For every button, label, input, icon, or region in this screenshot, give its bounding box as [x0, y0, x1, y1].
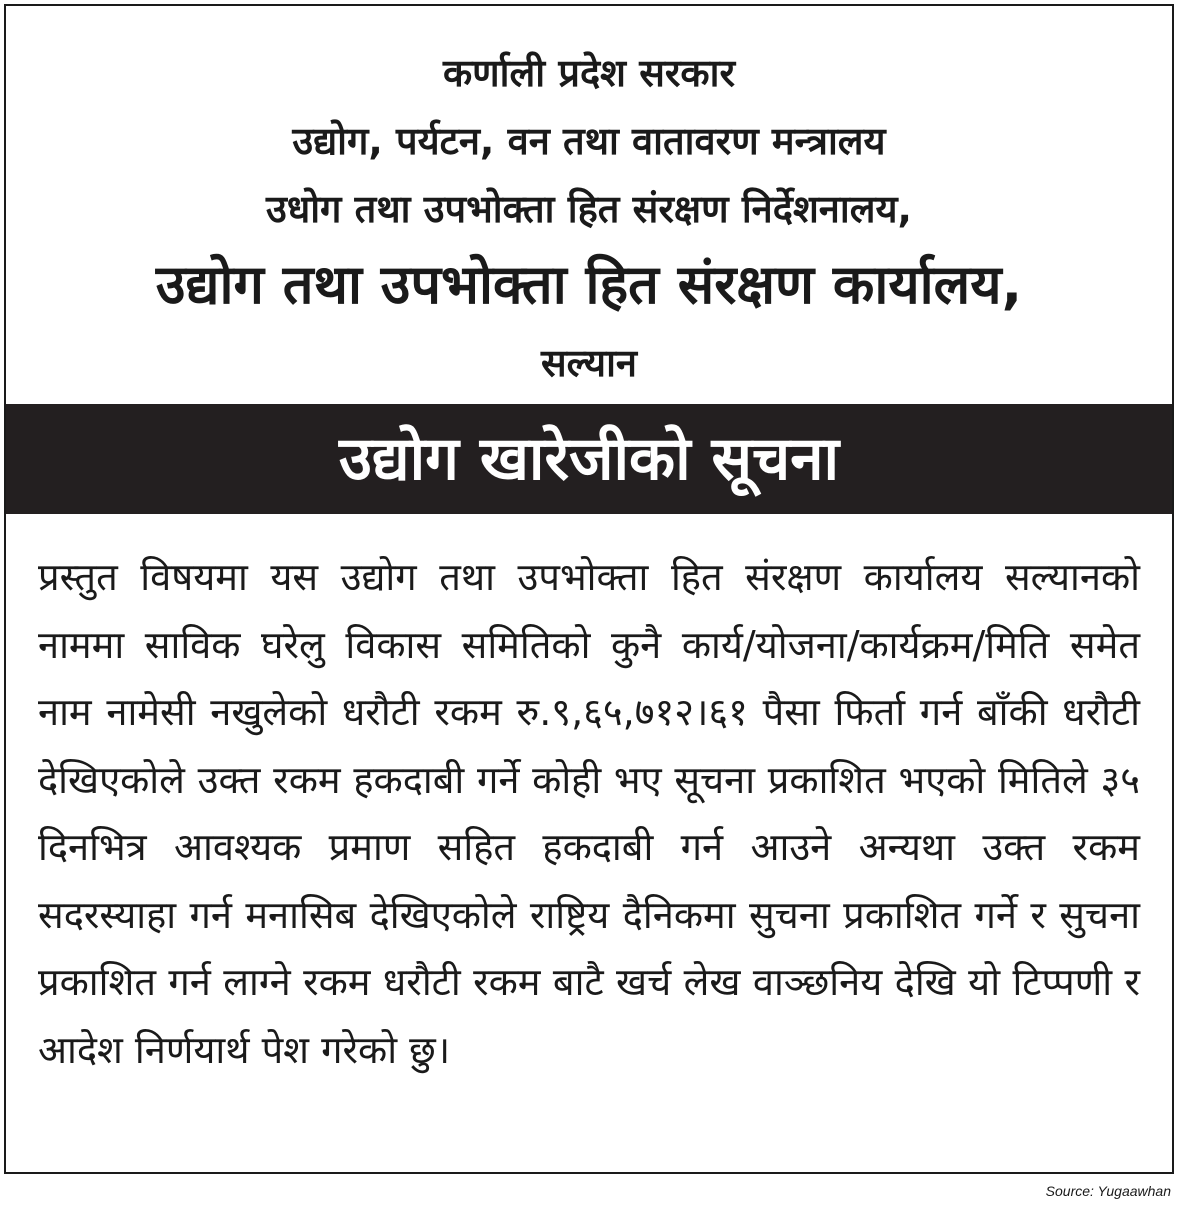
notice-frame	[4, 4, 1174, 1174]
notice-title-bar	[6, 404, 1172, 514]
header-office-name: उद्योग तथा उपभोक्ता हित संरक्षण कार्यालय,	[155, 253, 1023, 316]
header-government-name: कर्णाली प्रदेश सरकार	[442, 51, 735, 95]
header-ministry-name: उद्योग, पर्यटन, वन तथा वातावरण मन्त्रालय	[292, 119, 886, 163]
header-directorate-name: उधोग तथा उपभोक्ता हित संरक्षण निर्देशनालय,	[266, 187, 912, 231]
source-credit: Source: Yugaawhan	[1045, 1183, 1171, 1199]
header-location: सल्यान	[540, 341, 638, 385]
notice-header	[6, 6, 1172, 404]
notice-title: उद्योग खारेजीको सूचना	[338, 424, 840, 494]
notice-body: प्रस्तुत विषयमा यस उद्योग तथा उपभोक्ता हित संरक्षण कार्यालय सल्यानको नाममा साविक घरेलु विकास समितिको कुनै कार्य/योजना/कार्यक्रम/मिति समेत नाम नामेसी नखुलेको धरौटी रकम रु.९,६५,७१२।६१ पैसा फिर्ता गर्न बाँकी धरौटी देखिएकोले उक्त रकम हकदाबी गर्ने कोही भए सूचना प्रकाशित भएको मितिले ३५ दिनभित्र आवश्यक प्रमाण सहित हकदाबी गर्न आउने अन्यथा उक्त रकम सदरस्याहा गर्न मनासिब देखिएकोले राष्ट्रिय दैनिकमा सुचना प्रकाशित गर्ने र सुचना प्रकाशित गर्न लाग्ने रकम धरौटी रकम बाटै खर्च लेख वाञ्छनिय देखि यो टिप्पणी र आदेश निर्णयार्थ पेश गरेको छु।	[38, 555, 1140, 1072]
